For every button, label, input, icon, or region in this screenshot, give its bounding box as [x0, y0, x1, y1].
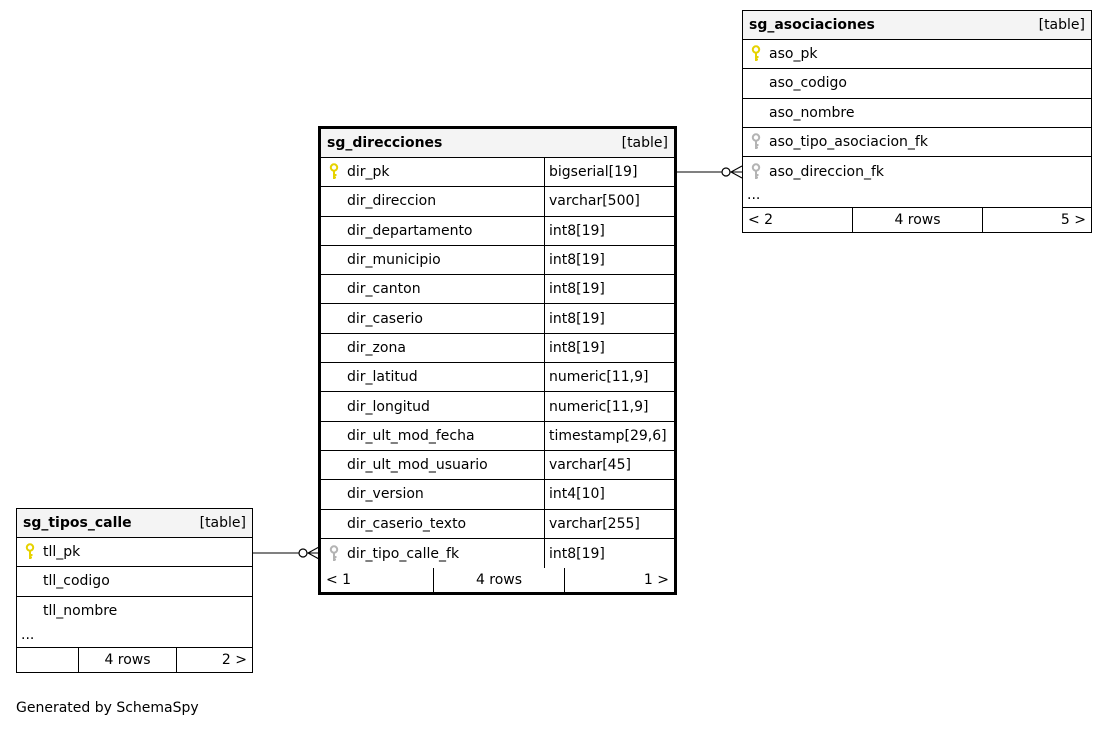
column-name	[321, 539, 544, 568]
column-row[interactable]	[321, 158, 674, 187]
table-kind: [table]	[1038, 17, 1085, 33]
column-row[interactable]	[321, 451, 674, 480]
column-row[interactable]	[743, 128, 1091, 157]
column-type: int8[19]	[544, 275, 674, 303]
table-sg-direcciones[interactable]	[318, 126, 677, 595]
column-row[interactable]	[17, 597, 252, 626]
parents-count[interactable]: < 1	[326, 572, 352, 589]
column-name-label: dir_departamento	[347, 222, 473, 239]
column-name-label: aso_tipo_asociacion_fk	[769, 134, 928, 151]
column-row[interactable]	[17, 567, 252, 596]
table-footer	[17, 648, 252, 672]
column-name-label: dir_version	[347, 486, 424, 503]
column-name-label: aso_direccion_fk	[769, 163, 885, 180]
row-count: 4 rows	[852, 208, 983, 232]
column-name	[321, 158, 544, 186]
column-name	[17, 567, 252, 595]
column-name-label: dir_ult_mod_usuario	[347, 457, 488, 474]
column-name-label: tll_pk	[43, 544, 81, 561]
column-row[interactable]	[321, 480, 674, 509]
column-type: int8[19]	[544, 334, 674, 362]
column-type: varchar[45]	[544, 451, 674, 479]
column-name-label: dir_zona	[347, 339, 406, 356]
column-row[interactable]	[321, 334, 674, 363]
column-name	[321, 275, 544, 303]
primary-key-icon	[329, 163, 339, 181]
row-count: 4 rows	[433, 568, 565, 592]
children-count[interactable]: 1 >	[643, 572, 669, 589]
children-count[interactable]: 2 >	[221, 651, 247, 668]
column-row[interactable]	[321, 422, 674, 451]
column-name-label: dir_municipio	[347, 252, 441, 269]
column-name-label: dir_ult_mod_fecha	[347, 427, 475, 444]
column-type: numeric[11,9]	[544, 363, 674, 391]
column-name	[743, 157, 1091, 186]
table-header	[321, 129, 674, 158]
column-name-label: dir_caserio	[347, 310, 423, 327]
column-name-label: aso_codigo	[769, 75, 847, 92]
column-type: int4[10]	[544, 480, 674, 508]
column-row[interactable]	[321, 246, 674, 275]
column-row[interactable]	[743, 99, 1091, 128]
column-name	[321, 451, 544, 479]
column-name	[321, 246, 544, 274]
relationship-tipos-calle-direcciones	[253, 547, 319, 559]
column-name	[321, 422, 544, 450]
column-row[interactable]	[321, 275, 674, 304]
column-name	[321, 334, 544, 362]
column-type: int8[19]	[544, 304, 674, 332]
column-name	[743, 128, 1091, 156]
column-name-label: dir_pk	[347, 164, 390, 181]
table-sg-tipos-calle[interactable]	[16, 508, 253, 673]
column-type: bigserial[19]	[544, 158, 674, 186]
children-count[interactable]: 5 >	[1060, 212, 1086, 229]
column-row[interactable]	[321, 539, 674, 568]
column-name-label: dir_canton	[347, 281, 421, 298]
column-name-label: dir_direccion	[347, 193, 437, 210]
column-type: varchar[255]	[544, 510, 674, 538]
column-row[interactable]	[321, 304, 674, 333]
column-name-label: tll_nombre	[43, 603, 118, 620]
column-name-label: aso_pk	[769, 46, 818, 63]
column-type: numeric[11,9]	[544, 392, 674, 420]
table-header	[743, 11, 1091, 40]
column-name	[321, 187, 544, 215]
parents-count[interactable]: < 2	[748, 212, 774, 229]
generator-credit: Generated by SchemaSpy	[16, 700, 199, 716]
column-type: int8[19]	[544, 217, 674, 245]
column-type: int8[19]	[544, 246, 674, 274]
column-name	[321, 392, 544, 420]
column-name-label: dir_latitud	[347, 369, 418, 386]
column-type: varchar[500]	[544, 187, 674, 215]
column-name-label: tll_codigo	[43, 573, 110, 590]
column-row[interactable]	[321, 363, 674, 392]
column-type: int8[19]	[544, 539, 674, 568]
column-name	[17, 538, 252, 566]
column-row[interactable]	[743, 157, 1091, 186]
more-columns	[743, 186, 1091, 208]
table-name: sg_asociaciones	[749, 17, 875, 33]
table-kind: [table]	[199, 515, 246, 531]
column-name-label: dir_tipo_calle_fk	[347, 545, 460, 562]
column-name-label: dir_longitud	[347, 398, 430, 415]
more-columns-label: ...	[747, 187, 761, 204]
column-name	[321, 304, 544, 332]
row-count: 4 rows	[78, 648, 177, 672]
column-name-label: dir_caserio_texto	[347, 515, 467, 532]
more-columns-label: ...	[21, 626, 35, 643]
column-name	[743, 69, 1091, 97]
relationship-direcciones-asociaciones	[676, 166, 742, 178]
table-kind: [table]	[621, 135, 668, 151]
column-row[interactable]	[321, 392, 674, 421]
column-row[interactable]	[17, 538, 252, 567]
column-name	[321, 510, 544, 538]
column-name	[17, 597, 252, 626]
foreign-key-icon	[751, 133, 761, 151]
column-name	[321, 363, 544, 391]
column-row[interactable]	[743, 69, 1091, 98]
primary-key-icon	[25, 543, 35, 561]
more-columns	[17, 626, 252, 648]
table-sg-asociaciones[interactable]	[742, 10, 1092, 233]
table-footer	[743, 208, 1091, 232]
primary-key-icon	[751, 45, 761, 63]
column-name-label: aso_nombre	[769, 104, 855, 121]
column-name	[743, 40, 1091, 68]
foreign-key-icon	[751, 163, 761, 181]
table-name: sg_tipos_calle	[23, 515, 132, 531]
parents-count[interactable]	[17, 648, 78, 672]
column-row[interactable]	[321, 187, 674, 216]
column-name	[743, 99, 1091, 127]
table-footer	[321, 568, 674, 592]
column-name	[321, 480, 544, 508]
table-name: sg_direcciones	[327, 135, 443, 151]
column-row[interactable]	[743, 40, 1091, 69]
column-type: timestamp[29,6]	[544, 422, 674, 450]
column-row[interactable]	[321, 217, 674, 246]
table-header	[17, 509, 252, 538]
column-name	[321, 217, 544, 245]
column-row[interactable]	[321, 510, 674, 539]
foreign-key-icon	[329, 545, 339, 563]
